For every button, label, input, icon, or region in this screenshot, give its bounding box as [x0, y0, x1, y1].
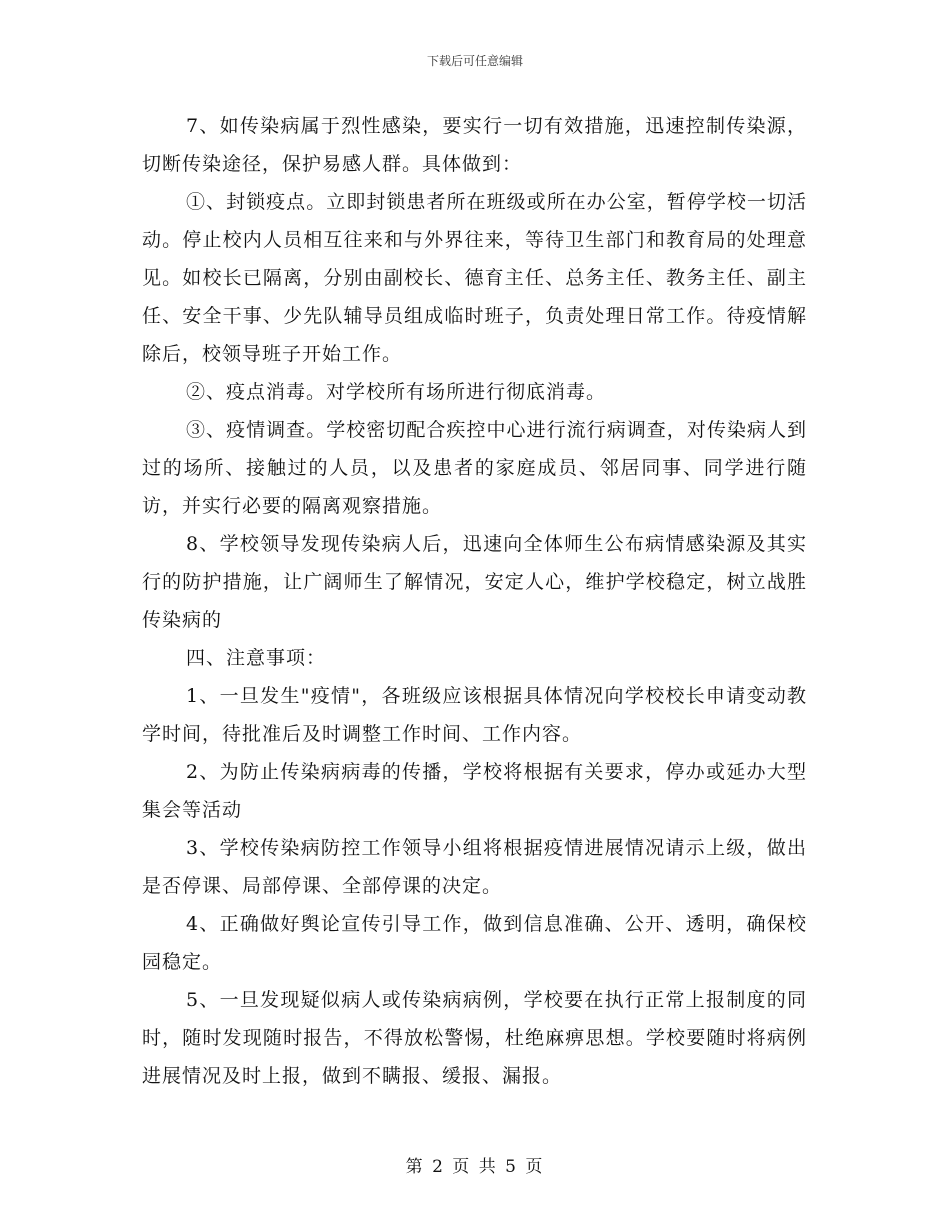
paragraph: ②、疫点消毒。对学校所有场所进行彻底消毒。 — [186, 381, 607, 403]
paragraph: 7、如传染病属于烈性感染，要实行一切有效措施，迅速控制传染源，切断传染途径，保护易感人群。具体做到： — [142, 115, 807, 175]
paragraph: 8、学校领导发现传染病人后，迅速向全体师生公布病情感染源及其实行的防护措施，让广阔师生了解情况，安定人心，维护学校稳定，树立战胜传染病的 — [142, 533, 807, 631]
paragraph: ③、疫情调查。学校密切配合疾控中心进行流行病调查，对传染病人到过的场所、接触过的人员，以及患者的家庭成员、邻居同事、同学进行随访，并实行必要的隔离观察措施。 — [142, 419, 807, 517]
page-number: 第 2 页 共 5 页 — [405, 1157, 545, 1177]
paragraph: 2、为防止传染病病毒的传播，学校将根据有关要求，停办或延办大型集会等活动 — [142, 761, 807, 821]
section-heading: 四、注意事项： — [186, 647, 327, 669]
document-body — [142, 107, 807, 1095]
page-header: 下载后可任意编辑 — [426, 54, 523, 68]
paragraph: ①、封锁疫点。立即封锁患者所在班级或所在办公室，暂停学校一切活动。停止校内人员相互往来和与外界往来，等待卫生部门和教育局的处理意见。如校长已隔离，分别由副校长、德育主任、总务主任、教务主任、副主任、安全干事、少先队辅导员组成临时班子，负责处理日常工作。待疫情解除后，校领导班子开始工作。 — [142, 191, 807, 365]
paragraph: 3、学校传染病防控工作领导小组将根据疫情进展情况请示上级，做出是否停课、局部停课、全部停课的决定。 — [142, 837, 807, 897]
paragraph: 4、正确做好舆论宣传引导工作，做到信息准确、公开、透明，确保校园稳定。 — [142, 913, 807, 973]
paragraph: 1、一旦发生"疫情"，各班级应该根据具体情况向学校校长申请变动教学时间，待批准后及时调整工作时间、工作内容。 — [142, 685, 807, 745]
paragraph: 5、一旦发现疑似病人或传染病病例，学校要在执行正常上报制度的同时，随时发现随时报告，不得放松警惕，杜绝麻痹思想。学校要随时将病例进展情况及时上报，做到不瞒报、缓报、漏报。 — [142, 989, 807, 1087]
